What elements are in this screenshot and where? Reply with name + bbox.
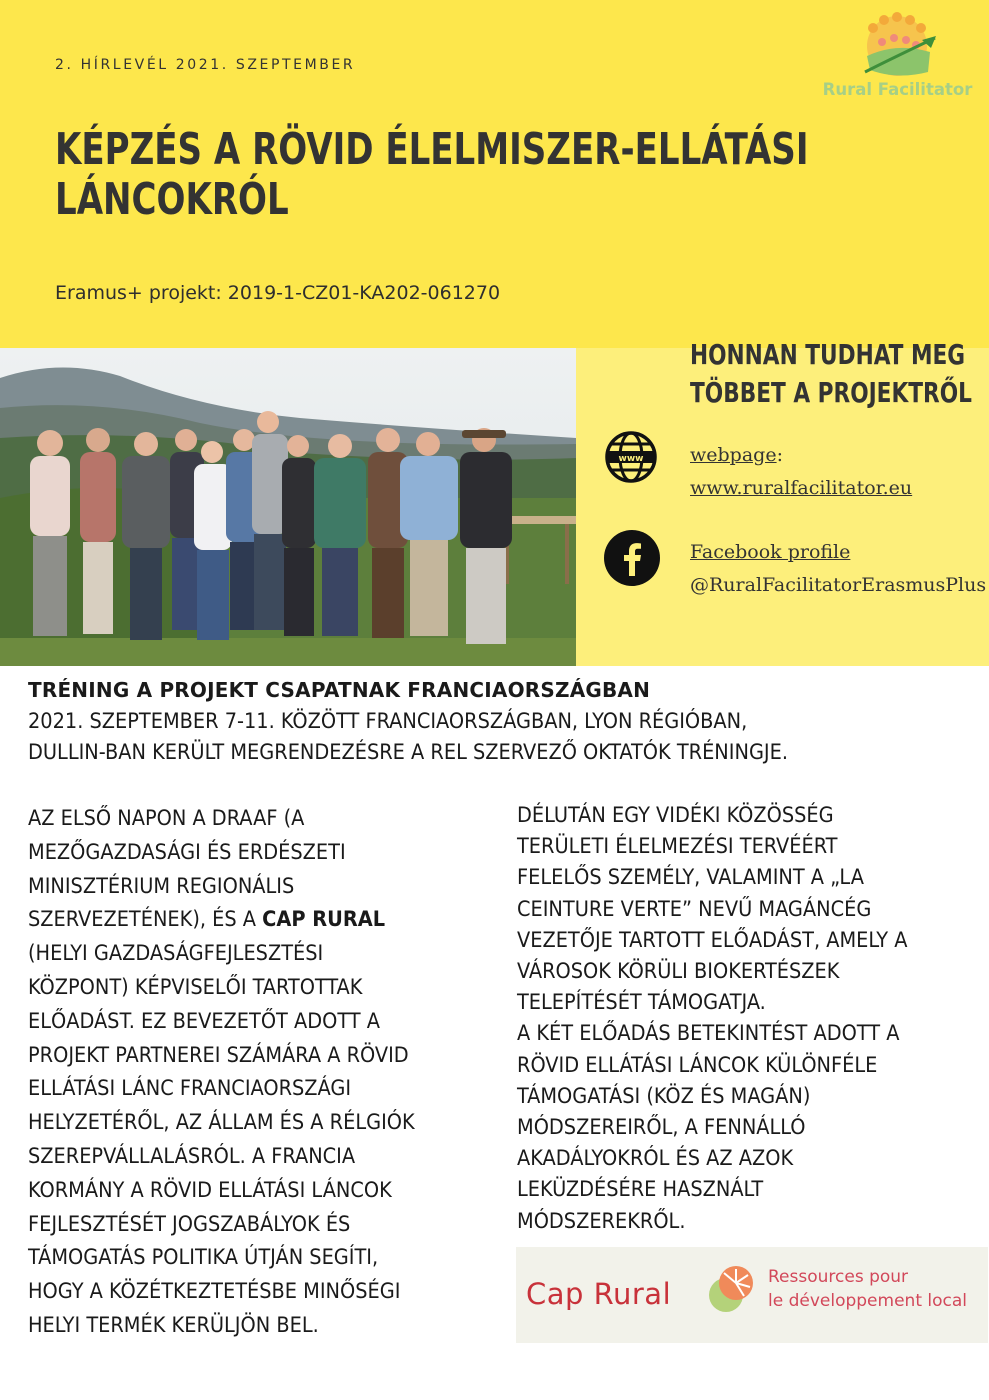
facebook-profile-link[interactable]: Facebook profile	[690, 541, 851, 563]
webpage-label-line	[690, 444, 783, 466]
text-line: TÁMOGATÁS POLITIKA ÚTJÁN SEGÍTI,	[28, 1245, 379, 1271]
facebook-icon[interactable]	[604, 530, 660, 586]
rural-facilitator-logo	[810, 12, 985, 107]
sun-field-logo-icon	[810, 12, 985, 82]
left-column-text	[28, 802, 498, 1343]
info-panel	[576, 338, 989, 666]
text-line	[28, 903, 498, 937]
cap-rural-name: Cap Rural	[526, 1277, 672, 1311]
text-line: A KÉT ELŐADÁS BETEKINTÉST ADOTT A	[517, 1021, 900, 1047]
text-line: MÓDSZEREKRŐL.	[517, 1208, 686, 1234]
text-line: (HELYI GAZDASÁGFEJLESZTÉSI	[28, 941, 324, 967]
text-line: VEZETŐJE TARTOTT ELŐADÁST, AMELY A	[517, 927, 908, 953]
intro-line-2: DULLIN-BAN KERÜLT MEGRENDEZÉSRE A REL SZERVEZŐ OKTATÓK TRÉNINGJE.	[28, 740, 788, 765]
text-segment: SZERVEZETÉNEK), ÉS A	[28, 907, 263, 933]
newsletter-issue: 2. HÍRLEVÉL 2021. SZEPTEMBER	[55, 57, 356, 73]
text-line: KÖZPONT) KÉPVISELŐI TARTOTTAK	[28, 974, 363, 1000]
project-code: Eramus+ projekt: 2019-1-CZ01-KA202-061270	[55, 282, 501, 304]
tagline-line-2: le développement local	[768, 1291, 967, 1311]
webpage-url-line	[690, 477, 912, 499]
header-band	[0, 0, 989, 348]
text-line: ELŐADÁST. EZ BEVEZETŐT ADOTT A	[28, 1008, 380, 1034]
text-line: FEJLESZTÉSÉT JOGSZABÁLYOK ÉS	[28, 1211, 351, 1237]
text-line: MINISZTÉRIUM REGIONÁLIS	[28, 873, 295, 899]
intro-paragraph	[28, 706, 968, 768]
section-heading: TRÉNING A PROJEKT CSAPATNAK FRANCIAORSZÁGBAN	[28, 678, 651, 702]
webpage-url-link[interactable]: www.ruralfacilitator.eu	[690, 477, 913, 499]
text-line: PROJEKT PARTNEREI SZÁMÁRA A RÖVID	[28, 1042, 409, 1068]
text-line: VÁROSOK KÖRÜLI BIOKERTÉSZEK	[517, 959, 840, 985]
cap-rural-tagline	[768, 1265, 967, 1313]
webpage-link[interactable]: webpage	[690, 444, 777, 466]
text-line: DÉLUTÁN EGY VIDÉKI KÖZÖSSÉG	[517, 803, 834, 828]
info-title-line-1: HONNAN TUDHAT MEG	[690, 338, 966, 371]
text-line: ELLÁTÁSI LÁNC FRANCIAORSZÁGI	[28, 1076, 352, 1102]
intro-line-1: 2021. SZEPTEMBER 7-11. KÖZÖTT FRANCIAORSZÁGBAN, LYON RÉGIÓBAN,	[28, 709, 748, 734]
page-title	[55, 124, 809, 225]
webpage-colon: :	[776, 444, 783, 466]
right-column-text	[517, 800, 977, 1237]
info-title	[690, 336, 972, 412]
cap-rural-bold: CAP RURAL	[262, 907, 386, 933]
globe-www-icon	[604, 430, 658, 484]
tagline-line-1: Ressources pour	[768, 1267, 909, 1287]
text-line: CEINTURE VERTE” NEVŰ MAGÁNCÉG	[517, 896, 872, 922]
svg-text:www: www	[618, 454, 644, 464]
title-line-1: KÉPZÉS A RÖVID ÉLELMISZER-ELLÁTÁSI	[55, 124, 809, 175]
text-line: HELYZETÉRŐL, AZ ÁLLAM ÉS A RÉLGIÓK	[28, 1110, 415, 1136]
text-line: KORMÁNY A RÖVID ELLÁTÁSI LÁNCOK	[28, 1177, 392, 1203]
text-line: AKADÁLYOKRÓL ÉS AZ AZOK	[517, 1146, 794, 1172]
text-line: MÓDSZEREIRŐL, A FENNÁLLÓ	[517, 1115, 806, 1141]
title-line-2: LÁNCOKRÓL	[55, 174, 289, 225]
info-title-line-2: TÖBBET A PROJEKTRŐL	[690, 376, 972, 409]
text-line: FELELŐS SZEMÉLY, VALAMINT A „LA	[517, 865, 864, 891]
facebook-label-line	[690, 541, 850, 563]
text-line: TELEPÍTÉSÉT TÁMOGATJA.	[517, 990, 766, 1016]
team-photo	[0, 348, 576, 666]
text-line: MEZŐGAZDASÁGI ÉS ERDÉSZETI	[28, 839, 346, 865]
text-line: AZ ELSŐ NAPON A DRAAF (A	[28, 806, 305, 831]
text-line: HELYI TERMÉK KERÜLJÖN BEL.	[28, 1312, 319, 1338]
text-line: SZEREPVÁLLALÁSRÓL. A FRANCIA	[28, 1143, 356, 1169]
text-line: LEKÜZDÉSÉRE HASZNÁLT	[517, 1177, 764, 1203]
facebook-handle: @RuralFacilitatorErasmusPlus	[690, 574, 987, 596]
logo-text: Rural Facilitator	[822, 80, 973, 99]
cap-rural-banner	[516, 1247, 988, 1343]
text-line: HOGY A KÖZÉTKEZTETÉSBE MINŐSÉGI	[28, 1279, 401, 1305]
text-line: RÖVID ELLÁTÁSI LÁNCOK KÜLÖNFÉLE	[517, 1052, 878, 1078]
text-line: TERÜLETI ÉLELMEZÉSI TERVÉÉRT	[517, 834, 838, 860]
text-line: TÁMOGATÁSI (KÖZ ÉS MAGÁN)	[517, 1083, 811, 1109]
cap-rural-sun-icon	[702, 1261, 758, 1317]
